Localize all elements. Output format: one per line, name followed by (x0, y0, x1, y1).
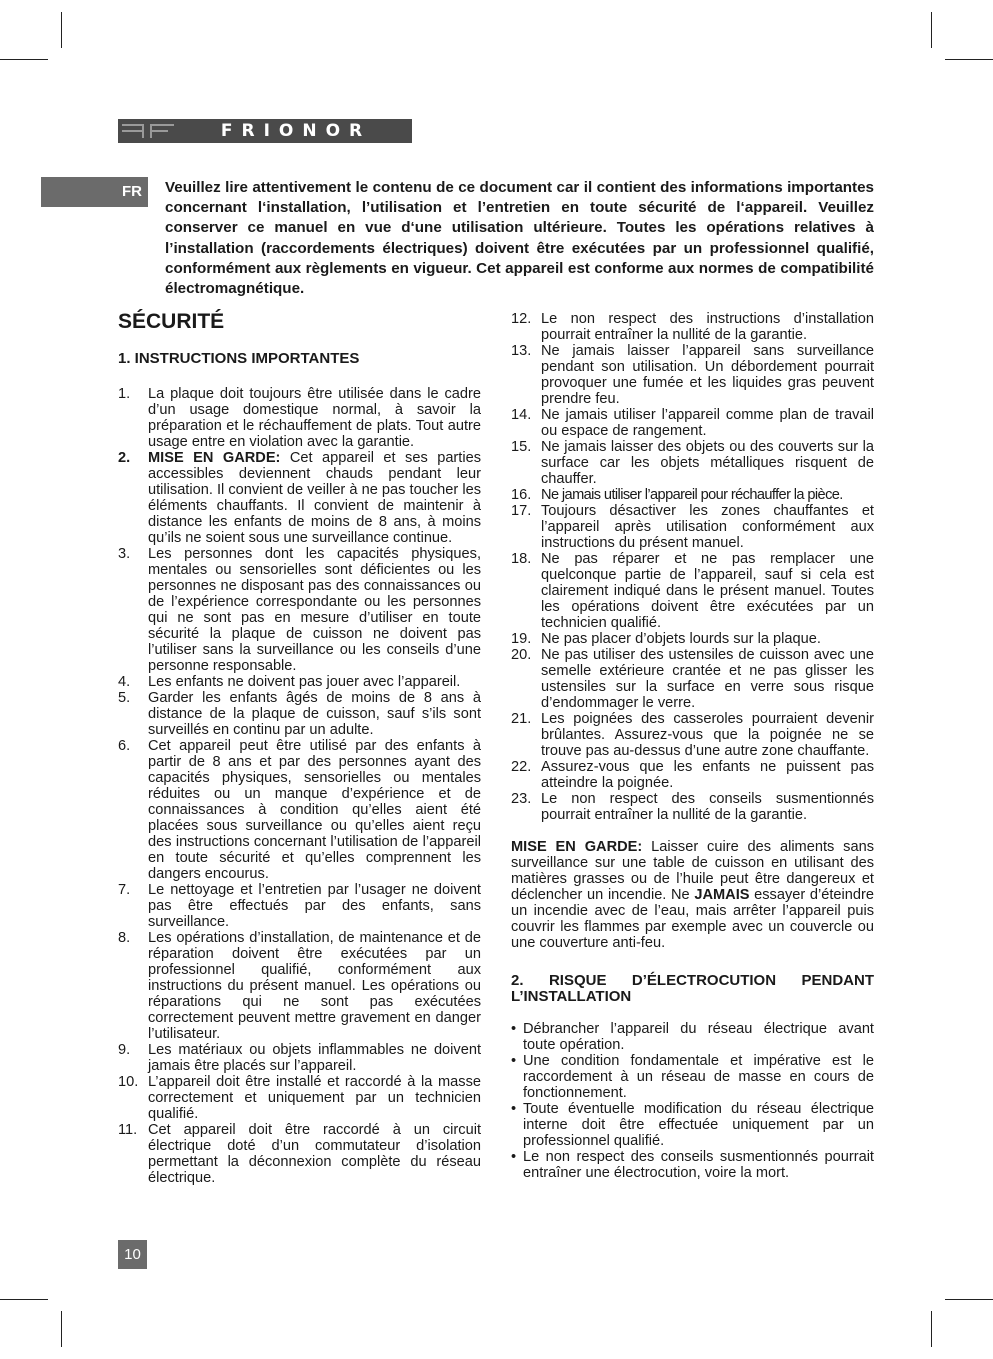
crop-mark (931, 12, 932, 48)
instructions-list-right (511, 311, 874, 823)
item-text: Les enfants ne doivent pas jouer avec l’appareil. (148, 674, 461, 690)
brand-mark-icon (118, 119, 180, 143)
item-text: Cet appareil doit être raccordé à un circuit électrique doté d’un commutateur d’isolation permettant la déconnexion complète du réseau électrique. (148, 1122, 481, 1186)
item-number: 15. (511, 439, 532, 455)
warning-emphasis: JAMAIS (694, 887, 750, 903)
list-item (118, 930, 481, 1042)
crop-mark (945, 59, 993, 60)
warning-text-2: essayer d’éteindre un incendie avec de l’eau, mais arrêter l’appareil puis couvrir les flammes par exemple avec un couvercle ou une couverture anti-feu. (511, 887, 874, 951)
crop-mark (0, 1299, 48, 1300)
list-item (511, 791, 874, 823)
item-number: 14. (511, 407, 532, 423)
crop-mark (931, 1311, 932, 1347)
list-item (511, 1021, 874, 1053)
list-item (511, 407, 874, 439)
item-text: Les opérations d’installation, de maintenance et de réparation doivent être exécutées par un professionnel qualifié, conformément aux instructions du présent manuel. Les opérations ou réparations qui ne sont pas exécutées correctement peuvent mettre gravement en danger l’utilisateur. (148, 930, 481, 1042)
item-number: 10. (118, 1074, 139, 1090)
item-text: Cet appareil et ses parties accessibles deviennent chauds pendant leur utilisation. Il convient de veiller à ne pas toucher les éléments chauffants. Il convient de maintenir à distance les enfants de moins de 8 ans, à moins qu’ils ne soient sous une surveillance continue. (148, 450, 482, 546)
item-text: Toujours désactiver les zones chauffantes et l’appareil après utilisation conformément aux instructions du présent manuel. (541, 503, 874, 551)
crop-mark (945, 1299, 993, 1300)
item-number: 22. (511, 759, 532, 775)
item-text: Le non respect des conseils susmentionnés pourrait entraîner la nullité de la garantie. (541, 791, 874, 823)
item-text: La plaque doit toujours être utilisée dans le cadre d’un usage domestique normal, à savoir la préparation et le réchauffement de plats. Tout autre usage entre en violation avec la garantie. (148, 386, 481, 450)
page-number: 10 (118, 1240, 147, 1269)
item-text: Ne pas placer d’objets lourds sur la plaque. (541, 631, 821, 647)
crop-mark (0, 59, 48, 60)
list-item (511, 343, 874, 407)
intro-paragraph: Veuillez lire attentivement le contenu de ce document car il contient des informations importantes concernant l‘installation, l’utilisation et l’entretien en toute sécurité de l‘appareil. Veuillez conserver ce manuel en vue d‘une utilisation ultérieure. Toutes les opérations relatives à l’installation (raccordements électriques) doivent être exécutées par un professionnel qualifié, conformément aux règlements en vigueur. Cet appareil est conforme aux normes de compatibilité électromagnétique. (165, 179, 874, 298)
list-item (118, 546, 481, 674)
list-item (118, 386, 481, 450)
item-number: 18. (511, 551, 532, 567)
item-text: Ne jamais laisser des objets ou des couverts sur la surface car les objets métalliques risquent de chauffer. (541, 439, 874, 487)
list-item (118, 674, 481, 690)
item-number: 12. (511, 311, 532, 327)
list-item (511, 487, 874, 503)
item-text: Ne jamais laisser l’appareil sans surveillance pendant son utilisation. Un débordement pourrait provoquer une fumée et les liquides gras peuvent prendre feu. (541, 343, 874, 407)
section2-title: 2. RISQUE D’ÉLECTROCUTION PENDANT L’INSTALLATION (511, 972, 874, 1005)
warning-lead: MISE EN GARDE: (511, 839, 643, 855)
section1-title: 1. INSTRUCTIONS IMPORTANTES (118, 350, 360, 367)
brand-name: FRIONOR (220, 121, 372, 141)
warning-paragraph (511, 839, 874, 951)
list-item (511, 759, 874, 791)
language-tab: FR (41, 177, 148, 207)
list-item (118, 450, 481, 546)
item-text: Ne jamais utiliser l’appareil comme plan de travail ou espace de rangement. (541, 407, 874, 439)
item-text: Ne jamais utiliser l’appareil pour réchauffer la pièce. (541, 487, 843, 503)
instructions-list-left (118, 386, 481, 1186)
item-number: 19. (511, 631, 532, 647)
brand-logo (118, 119, 412, 143)
item-number: 1. (118, 386, 131, 402)
item-number: 17. (511, 503, 532, 519)
bullet-icon: • (511, 1053, 517, 1069)
list-item (511, 631, 874, 647)
item-number: 7. (118, 882, 131, 898)
item-body (148, 450, 481, 546)
bullet-text: Une condition fondamentale et impérative est le raccordement à un réseau de masse en cours de fonctionnement. (523, 1053, 874, 1101)
item-text: L’appareil doit être installé et raccordé à la masse correctement et uniquement par un technicien qualifié. (148, 1074, 481, 1122)
item-number: 2. (118, 450, 131, 466)
item-text: Ne pas utiliser des ustensiles de cuisson avec une semelle extérieure crantée et ne pas glisser les ustensiles sur la surface en verre sous risque d’endommager le verre. (541, 647, 874, 711)
bullet-icon: • (511, 1101, 517, 1117)
list-item (118, 690, 481, 738)
list-item (511, 1149, 874, 1181)
bullet-text: Le non respect des conseils susmentionnés pourrait entraîner une électrocution, voire la mort. (523, 1149, 874, 1181)
crop-mark (61, 12, 62, 48)
item-text: Le nettoyage et l’entretien par l’usager ne doivent pas être effectués par des enfants, sans surveillance. (148, 882, 481, 930)
list-item (511, 439, 874, 487)
item-number: 3. (118, 546, 131, 562)
item-text: Ne pas réparer et ne pas remplacer une quelconque partie de l’appareil, sauf si cela est clairement indiqué dans le présent manuel. Toutes les opérations doivent être exécutées par un technicien qualifié. (541, 551, 874, 631)
item-number: 13. (511, 343, 532, 359)
item-text: Cet appareil peut être utilisé par des enfants à partir de 8 ans et par des personnes ayant des capacités physiques, sensorielles ou mentales réduites ou un manque d’expérience et de connaissances à condition qu’elles aient été placées sous surveillance ou qu’elles aient reçu des instructions concernant l’utilisation de l’appareil en toute sécurité et qu’elles comprennent les dangers encourus. (148, 738, 481, 882)
list-item (118, 882, 481, 930)
item-number: 6. (118, 738, 131, 754)
item-lead: MISE EN GARDE: (148, 450, 281, 466)
list-item (511, 711, 874, 759)
list-item (118, 1074, 481, 1122)
item-text: Les matériaux ou objets inflammables ne doivent jamais être placés sur l’appareil. (148, 1042, 481, 1074)
warning-text-1: Laisser cuire des aliments sans surveillance sur une table de cuisson en utilisant des matières grasses ou de l’huile peut être dangereux et déclencher un incendie. Ne (511, 839, 874, 903)
electrocution-bullet-list (511, 1021, 874, 1181)
bullet-text: Débrancher l’appareil du réseau électrique avant toute opération. (523, 1021, 874, 1053)
list-item (511, 1053, 874, 1101)
list-item (118, 1042, 481, 1074)
list-item (511, 647, 874, 711)
bullet-text: Toute éventuelle modification du réseau électrique interne doit être effectuée uniquement par un professionnel qualifié. (523, 1101, 874, 1149)
item-number: 11. (118, 1122, 138, 1138)
list-item (511, 311, 874, 343)
list-item (511, 551, 874, 631)
left-column (118, 309, 481, 1186)
item-number: 20. (511, 647, 532, 663)
list-item (511, 1101, 874, 1149)
item-number: 9. (118, 1042, 131, 1058)
section-title: SÉCURITÉ (118, 310, 225, 333)
list-item (118, 1122, 481, 1186)
item-number: 8. (118, 930, 131, 946)
item-number: 21. (511, 711, 532, 727)
item-text: Assurez-vous que les enfants ne puissent pas atteindre la poignée. (541, 759, 874, 791)
item-text: Le non respect des instructions d’installation pourrait entraîner la nullité de la garantie. (541, 311, 874, 343)
crop-mark (61, 1311, 62, 1347)
list-item (511, 503, 874, 551)
item-number: 16. (511, 487, 532, 503)
bullet-icon: • (511, 1021, 517, 1037)
list-item (118, 738, 481, 882)
item-text: Les poignées des casseroles pourraient devenir brûlantes. Assurez-vous que la poignée ne se trouve pas au-dessus d’une autre zone chauffante. (541, 711, 874, 759)
right-column (511, 311, 874, 1181)
item-text: Les personnes dont les capacités physiques, mentales ou sensorielles sont déficientes ou les personnes ne disposant pas des connaissances ou de l’expérience correspondante ou les personnes qui ne sont pas en mesure d’utiliser en toute sécurité la plaque de cuisson ne doivent pas l’utiliser sans la surveillance ou les conseils d’une personne responsable. (148, 546, 481, 674)
item-text: Garder les enfants âgés de moins de 8 ans à distance de la plaque de cuisson, sauf s’ils sont surveillés en continu par un adulte. (148, 690, 481, 738)
item-number: 23. (511, 791, 532, 807)
item-number: 5. (118, 690, 131, 706)
bullet-icon: • (511, 1149, 517, 1165)
item-number: 4. (118, 674, 131, 690)
